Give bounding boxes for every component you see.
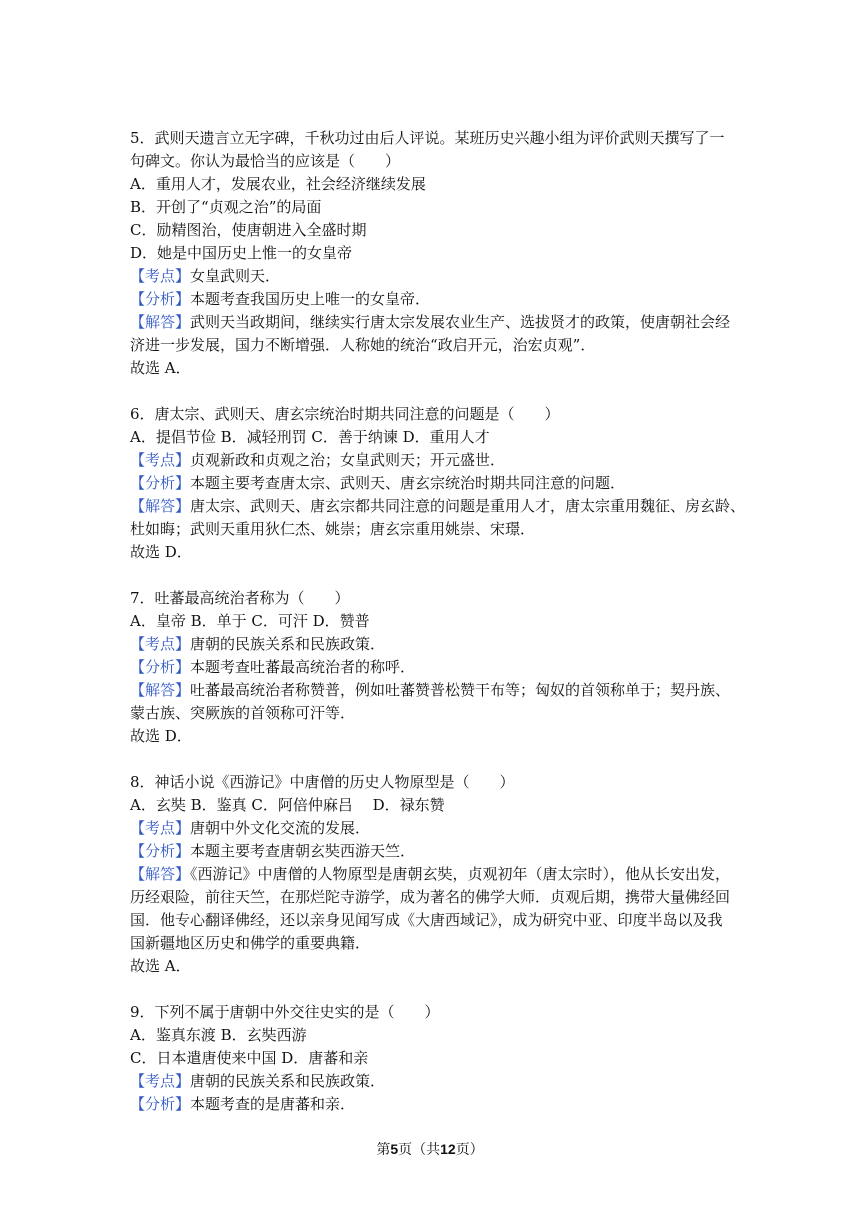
jieda-tag: 【解答】 [130,681,191,699]
question-8 [130,771,730,978]
jieda-tag: 【解答】 [130,497,191,515]
kaodian-tag: 【考点】 [130,1072,191,1090]
kaodian-text: 贞观新政和贞观之治；女皇武则天；开元盛世． [190,451,506,469]
footer-prefix: 第 [376,1142,391,1158]
jieda-text: 武则天当政期间，继续实行唐太宗发展农业生产、选拔贤才的政策，使唐朝社会经 [190,313,731,331]
jieda-text: 吐蕃最高统治者称赞普，例如吐蕃赞普松赞干布等；匈奴的首领称单于；契丹族、 [190,681,731,699]
option-line: A．重用人才，发展农业，社会经济继续发展 [130,175,426,193]
question-7 [130,587,730,748]
footer-total-pages: 12 [440,1141,456,1157]
fenxi-tag: 【分析】 [130,290,191,308]
fenxi-tag: 【分析】 [130,842,191,860]
fenxi-line [130,1093,730,1116]
kaodian-text: 唐朝的民族关系和民族政策． [190,1072,386,1090]
kaodian-line [130,1070,730,1093]
question-stem: 6．唐太宗、武则天、唐玄宗统治时期共同注意的问题是（ ） [130,405,560,423]
jieda-line [130,311,730,334]
jieda-line [130,495,746,518]
question-6 [130,403,746,564]
fenxi-line [130,656,730,679]
answer-line: 故选 A． [130,359,191,377]
answer-line: 故选 A． [130,957,191,975]
option-line: A．鉴真东渡 B．玄奘西游 [130,1026,307,1044]
question-9 [130,1001,730,1116]
kaodian-tag: 【考点】 [130,267,191,285]
jieda-line [130,863,730,886]
kaodian-line [130,633,730,656]
kaodian-tag: 【考点】 [130,819,191,837]
option-line: A．皇帝 B．单于 C．可汗 D．赞普 [130,612,370,630]
answer-line: 故选 D． [130,727,192,745]
jieda-continuation: 蒙古族、突厥族的首领称可汗等． [130,704,356,722]
kaodian-line [130,449,730,472]
question-stem: 5．武则天遗言立无字碑，千秋功过由后人评说。某班历史兴趣小组为评价武则天撰写了一 [130,129,725,147]
question-stem: 9．下列不属于唐朝中外交往史实的是（ ） [130,1003,440,1021]
fenxi-line [130,472,730,495]
question-stem: 8．神话小说《西游记》中唐僧的历史人物原型是（ ） [130,773,515,791]
kaodian-line [130,817,730,840]
question-5 [130,127,730,380]
option-line: B．开创了“贞观之治”的局面 [130,198,322,216]
content-area [130,127,746,1139]
jieda-text: 《西游记》中唐僧的人物原型是唐朝玄奘，贞观初年（唐太宗时），他从长安出发， [190,865,731,883]
fenxi-text: 本题考查的是唐蕃和亲． [190,1095,356,1113]
option-line: C．励精图治，使唐朝进入全盛时期 [130,221,367,239]
kaodian-text: 唐朝中外文化交流的发展． [190,819,371,837]
kaodian-text: 唐朝的民族关系和民族政策． [190,635,386,653]
question-stem: 句碑文。你认为最恰当的应该是（ ） [130,152,401,170]
option-line: C．日本遣唐使来中国 D．唐蕃和亲 [130,1049,369,1067]
kaodian-text: 女皇武则天． [190,267,281,285]
fenxi-line [130,840,730,863]
kaodian-tag: 【考点】 [130,451,191,469]
page-footer [0,1139,860,1159]
jieda-continuation: 济进一步发展，国力不断增强．人称她的统治“政启开元，治宏贞观”． [130,336,596,354]
option-line: D．她是中国历史上惟一的女皇帝 [130,244,353,262]
fenxi-text: 本题主要考查唐太宗、武则天、唐玄宗统治时期共同注意的问题． [190,474,626,492]
fenxi-line [130,288,730,311]
jieda-continuation: 杜如晦；武则天重用狄仁杰、姚崇；唐玄宗重用姚崇、宋璟． [130,520,536,538]
fenxi-text: 本题主要考查唐朝玄奘西游天竺． [190,842,416,860]
jieda-line [130,679,730,702]
option-line: A．提倡节俭 B．减轻刑罚 C．善于纳谏 D．重用人才 [130,428,490,446]
answer-line: 故选 D． [130,543,192,561]
option-line: A．玄奘 B．鉴真 C．阿倍仲麻吕 D．禄东赞 [130,796,445,814]
fenxi-tag: 【分析】 [130,658,191,676]
kaodian-tag: 【考点】 [130,635,191,653]
jieda-text: 唐太宗、武则天、唐玄宗都共同注意的问题是重用人才，唐太宗重用魏征、房玄龄、 [190,497,746,515]
fenxi-text: 本题考查我国历史上唯一的女皇帝． [190,290,431,308]
jieda-continuation: 国新疆地区历史和佛学的重要典籍． [130,934,371,952]
footer-mid: 页（共 [398,1142,441,1158]
footer-suffix: 页） [455,1142,484,1158]
jieda-tag: 【解答】 [130,313,191,331]
fenxi-text: 本题考查吐蕃最高统治者的称呼． [190,658,416,676]
kaodian-line [130,265,730,288]
jieda-continuation: 历经艰险，前往天竺，在那烂陀寺游学，成为著名的佛学大师．贞观后期，携带大量佛经回 [130,888,731,906]
question-stem: 7．吐蕃最高统治者称为（ ） [130,589,350,607]
jieda-tag: 【解答】 [130,865,191,883]
fenxi-tag: 【分析】 [130,474,191,492]
jieda-continuation: 国．他专心翻译佛经，还以亲身见闻写成《大唐西域记》，成为研究中亚、印度半岛以及我 [130,911,723,929]
fenxi-tag: 【分析】 [130,1095,191,1113]
footer-page-number: 5 [390,1141,399,1157]
